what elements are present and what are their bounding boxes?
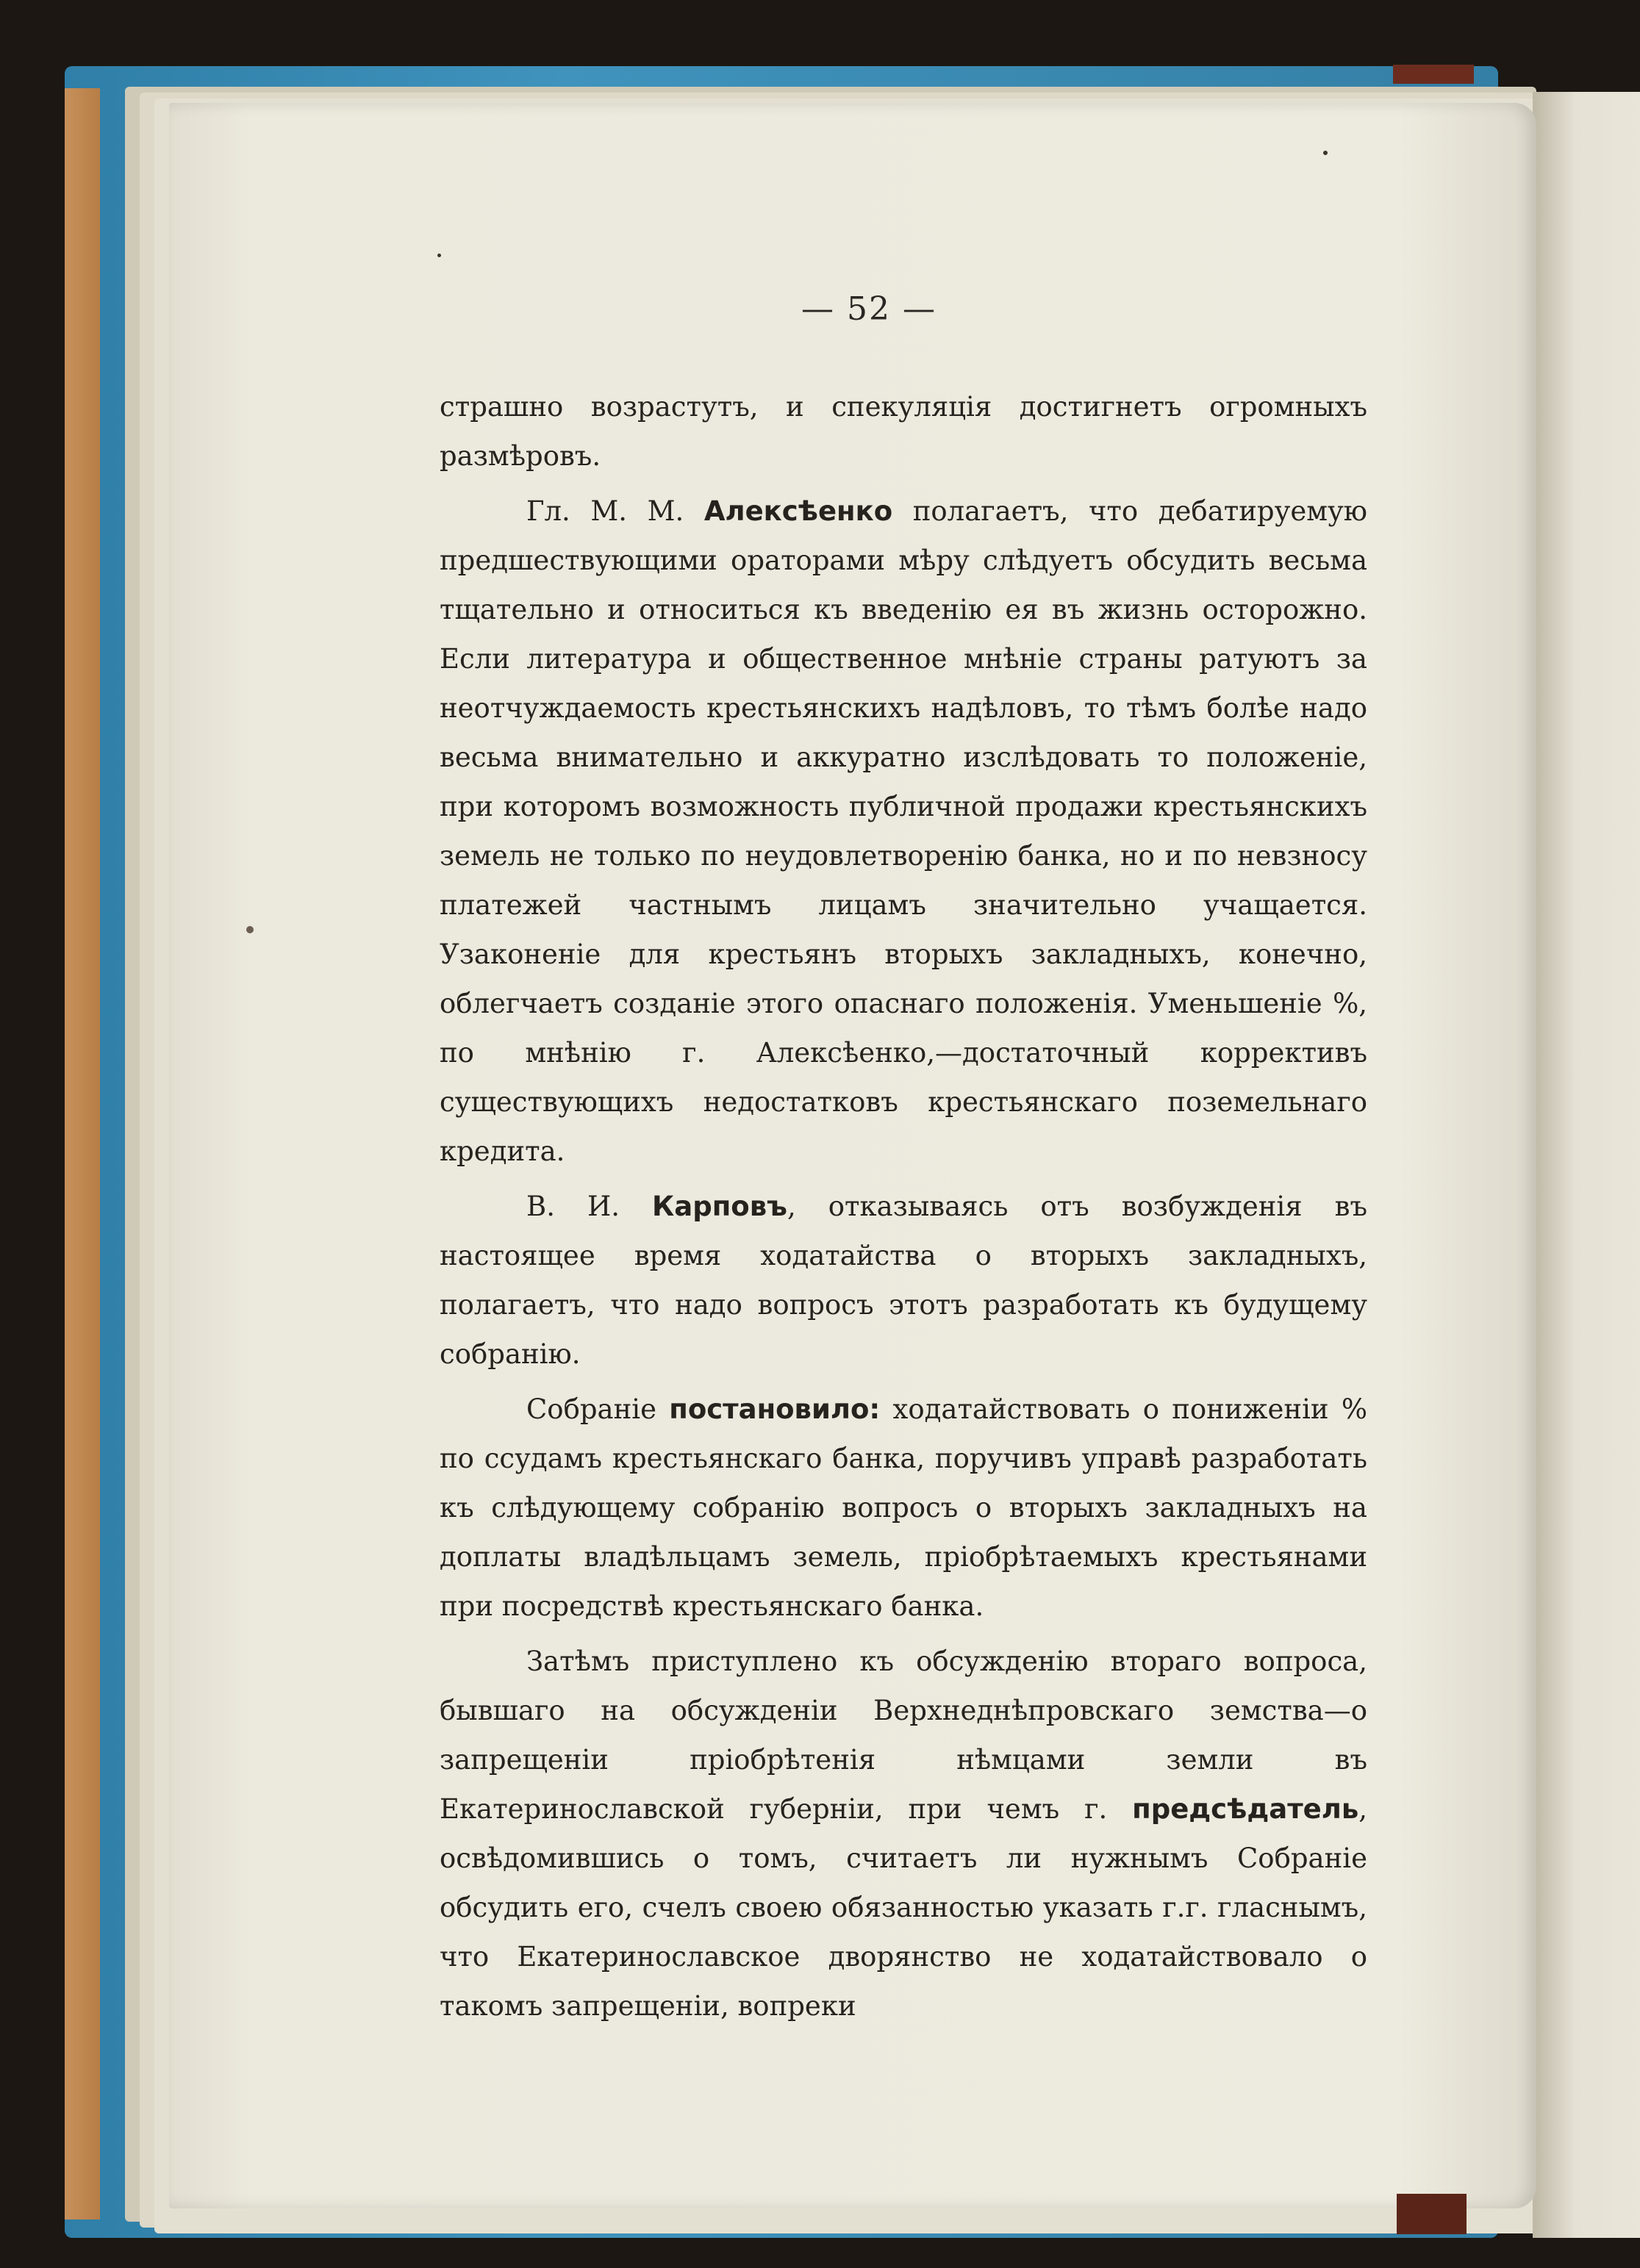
paragraph: [440, 487, 1367, 1176]
text-run: страшно возрастутъ, и спекуляція достигнетъ огромныхъ размѣровъ.: [440, 391, 1367, 472]
bookmark-ribbon-bottom: [1397, 2194, 1467, 2234]
paragraph: [440, 1385, 1367, 1631]
bold-name: предсѣдатель: [1132, 1793, 1359, 1825]
text-run: Затѣмъ приступлено къ обсужденію втораго вопроса, бывшаго на обсужденіи Верхнеднѣпровскаго земства—о запрещеніи пріобрѣтенія нѣмцами земли въ Екатеринославской губерніи, при чемъ г.: [440, 1646, 1367, 1825]
text-run: В. И.: [526, 1191, 653, 1222]
paragraph: [440, 1637, 1367, 2031]
paper-speck: [437, 254, 441, 257]
text-run: Гл. М. М.: [526, 495, 704, 527]
paper-speck: [246, 926, 254, 933]
facing-page-edge: [1533, 92, 1640, 2238]
cover-edge: [65, 88, 100, 2219]
text-run: ходатайствовать о пониженіи % по ссудамъ крестьянскаго банка, поручивъ управѣ разработать къ слѣдующему собранію вопросъ о вторыхъ закладныхъ на доплаты владѣльцамъ земель, пріобрѣтаемыхъ крестьянами при посредствѣ крестьянскаго банка.: [440, 1393, 1367, 1622]
bold-name: Алексѣенко: [703, 495, 893, 527]
paper-speck: [1323, 151, 1328, 155]
text-run: , отказываясь отъ возбужденія въ настоящее время ходатайства о вторыхъ закладныхъ, полагаетъ, что надо вопросъ этотъ разработать къ будущему собранію.: [440, 1191, 1367, 1370]
body-text: [440, 382, 1367, 2036]
paragraph: [440, 1182, 1367, 1379]
text-run: , освѣдомившись о томъ, считаетъ ли нужнымъ Собраніе обсудить его, счелъ своею обязанностью указать г.г. гласнымъ, что Екатеринославское дворянство не ходатайствовало о такомъ запрещеніи, вопреки: [440, 1793, 1367, 2022]
bold-name: Карповъ: [652, 1191, 787, 1222]
text-run: Собраніе: [526, 1393, 670, 1425]
text-run: полагаетъ, что дебатируемую предшествующими ораторами мѣру слѣдуетъ обсудить весьма тщательно и относиться къ введенію ея въ жизнь осторожно. Если литература и общественное мнѣніе страны ратуютъ за неотчуждаемость крестьянскихъ надѣловъ, то тѣмъ болѣе надо весьма внимательно и аккуратно изслѣдовать то положеніе, при которомъ возможность публичной продажи крестьянскихъ земель не только по неудовлетворенію банка, но и по невзносу платежей частнымъ лицамъ значительно учащается. Узаконеніе для крестьянъ вторыхъ закладныхъ, конечно, облегчаетъ созданіе этого опаснаго положенія. Уменьшеніе %, по мнѣнію г. Алексѣенко,—достаточный коррективъ существующихъ недостатковъ крестьянскаго поземельнаго кредита.: [440, 495, 1367, 1167]
paragraph: [440, 382, 1367, 481]
bookmark-ribbon-top: [1393, 65, 1474, 84]
bold-name: постановило:: [669, 1393, 881, 1425]
page-number: — 52 —: [801, 290, 937, 328]
